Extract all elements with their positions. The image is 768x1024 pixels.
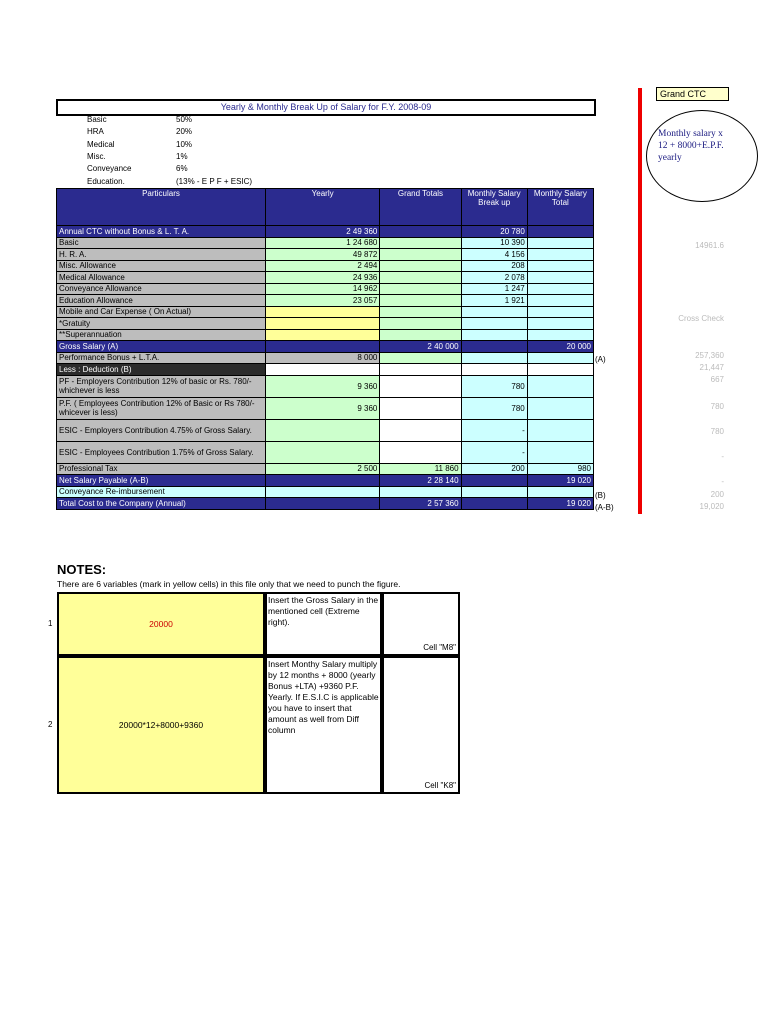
table-cell: **Superannuation: [57, 329, 266, 341]
right-value: 257,360: [695, 351, 724, 360]
pct-value: 20%: [176, 127, 193, 137]
notes-heading: NOTES:: [57, 562, 107, 577]
table-cell: [527, 260, 593, 272]
table-row: [57, 249, 594, 261]
pct-label: Misc.: [87, 151, 106, 161]
table-cell: 2 40 000: [380, 341, 461, 353]
pct-label: Conveyance: [87, 164, 132, 174]
table-cell: 19 020: [527, 498, 593, 510]
red-divider: [638, 88, 642, 514]
pct-label: HRA: [87, 127, 104, 137]
table-row: [57, 295, 594, 307]
table-cell: [380, 306, 461, 318]
table-cell: Medical Allowance: [57, 272, 266, 284]
pct-value: 10%: [176, 139, 193, 149]
table-cell: 2 49 360: [265, 226, 379, 238]
column-header: Particulars: [57, 189, 266, 226]
table-cell: 20 000: [527, 341, 593, 353]
table-cell: [380, 375, 461, 397]
table-row: [57, 463, 594, 475]
table-cell: [265, 419, 379, 441]
table-cell: [380, 441, 461, 463]
right-value: 200: [710, 490, 724, 499]
table-cell: [461, 352, 527, 364]
note-cell-ref: Cell "M8": [382, 592, 460, 656]
table-cell: [380, 419, 461, 441]
table-cell: [461, 341, 527, 353]
note-description: Insert Monthy Salary multiply by 12 months + 8000 (yearly Bonus +LTA) +9360 P.F. Yearly. If E.S.I.C is applicable you have to insert that amount as well from Diff column: [265, 656, 382, 794]
table-cell: 980: [527, 463, 593, 475]
table-cell: [265, 498, 379, 510]
table-cell: 2 500: [265, 463, 379, 475]
table-cell: [527, 486, 593, 498]
table-cell: [461, 486, 527, 498]
pct-value: 1%: [176, 151, 188, 161]
table-row: [57, 318, 594, 330]
table-row: [57, 375, 594, 397]
table-cell: [527, 283, 593, 295]
table-cell: 14 962: [265, 283, 379, 295]
table-cell: [527, 329, 593, 341]
table-cell: 11 860: [380, 463, 461, 475]
pct-value: (13% - E P F + ESIC): [176, 176, 253, 186]
pct-label: Basic: [87, 115, 107, 124]
table-cell: ESIC - Employers Contribution 4.75% of Gross Salary.: [57, 419, 266, 441]
table-cell: [461, 306, 527, 318]
table-row: [57, 364, 594, 376]
table-row: [57, 272, 594, 284]
table-cell: 200: [461, 463, 527, 475]
table-cell: 780: [461, 375, 527, 397]
cross-check-label: Cross Check: [678, 314, 724, 323]
table-cell: 8 000: [265, 352, 379, 364]
table-cell: Conveyance Re-imbursement: [57, 486, 266, 498]
table-cell: [380, 283, 461, 295]
table-cell: 208: [461, 260, 527, 272]
table-cell: [265, 306, 379, 318]
right-value: 19,020: [699, 502, 724, 511]
table-row: [57, 260, 594, 272]
table-cell: [527, 419, 593, 441]
pct-value: 50%: [176, 115, 193, 124]
table-cell: Total Cost to the Company (Annual): [57, 498, 266, 510]
row-marker: (A-B): [595, 503, 614, 512]
table-cell: [527, 295, 593, 307]
table-row: [57, 283, 594, 295]
table-cell: [461, 475, 527, 487]
table-row: [57, 226, 594, 238]
table-cell: [527, 318, 593, 330]
table-cell: 2 28 140: [380, 475, 461, 487]
table-row: [57, 486, 594, 498]
table-cell: Education Allowance: [57, 295, 266, 307]
table-cell: [265, 341, 379, 353]
table-cell: -: [461, 419, 527, 441]
table-cell: 4 156: [461, 249, 527, 261]
table-row: [57, 341, 594, 353]
right-value: -: [721, 452, 724, 461]
table-cell: [461, 318, 527, 330]
table-cell: [527, 441, 593, 463]
pct-label: Education.: [87, 176, 125, 186]
table-cell: 2 494: [265, 260, 379, 272]
page-title: Yearly & Monthly Break Up of Salary for F.Y. 2008-09: [220, 102, 432, 112]
pct-label: Medical: [87, 139, 115, 149]
table-cell: [265, 475, 379, 487]
table-row: [57, 397, 594, 419]
note-cell-ref: Cell "K8": [382, 656, 460, 794]
table-cell: P.F. ( Employees Contribution 12% of Basic or Rs 780/- whicever is less): [57, 397, 266, 419]
table-cell: -: [461, 441, 527, 463]
table-cell: Less : Deduction (B): [57, 364, 266, 376]
table-cell: 1 247: [461, 283, 527, 295]
table-cell: Misc. Allowance: [57, 260, 266, 272]
table-cell: H. R. A.: [57, 249, 266, 261]
note-value-cell: 20000: [57, 592, 265, 656]
column-header: Yearly: [265, 189, 379, 226]
table-cell: PF - Employers Contribution 12% of basic or Rs. 780/- whichever is less: [57, 375, 266, 397]
right-value: 667: [710, 375, 724, 384]
table-cell: [265, 486, 379, 498]
column-header: Monthly Salary Break up: [461, 189, 527, 226]
note-number: 1: [48, 619, 53, 628]
right-value: 780: [710, 427, 724, 436]
table-cell: 2 57 360: [380, 498, 461, 510]
pct-value: 6%: [176, 164, 188, 174]
notes-intro: There are 6 variables (mark in yellow cells) in this file only that we need to punch the figure.: [57, 579, 401, 589]
table-cell: [461, 498, 527, 510]
table-cell: [380, 397, 461, 419]
table-cell: [380, 272, 461, 284]
table-cell: 1 921: [461, 295, 527, 307]
table-cell: [527, 249, 593, 261]
table-cell: [527, 306, 593, 318]
table-cell: [380, 352, 461, 364]
table-cell: [527, 272, 593, 284]
table-cell: [461, 329, 527, 341]
table-cell: [461, 364, 527, 376]
table-cell: Basic: [57, 237, 266, 249]
table-cell: 1 24 680: [265, 237, 379, 249]
table-cell: ESIC - Employees Contribution 1.75% of Gross Salary.: [57, 441, 266, 463]
note-number: 2: [48, 720, 53, 729]
table-cell: [265, 441, 379, 463]
note-value-cell: 20000*12+8000+9360: [57, 656, 265, 794]
table-cell: [527, 237, 593, 249]
note-description: Insert the Gross Salary in the mentioned cell (Extreme right).: [265, 592, 382, 656]
table-row: [57, 329, 594, 341]
table-cell: [380, 318, 461, 330]
table-cell: 2 078: [461, 272, 527, 284]
table-row: [57, 306, 594, 318]
table-cell: 19 020: [527, 475, 593, 487]
title-bar: [56, 99, 596, 116]
table-cell: 780: [461, 397, 527, 419]
table-cell: [380, 295, 461, 307]
table-cell: [265, 329, 379, 341]
right-value: 780: [710, 402, 724, 411]
table-cell: Annual CTC without Bonus & L. T. A.: [57, 226, 266, 238]
table-cell: Gross Salary (A): [57, 341, 266, 353]
table-row: [57, 419, 594, 441]
table-cell: 10 390: [461, 237, 527, 249]
table-row: [57, 498, 594, 510]
table-cell: Performance Bonus + L.T.A.: [57, 352, 266, 364]
table-cell: Net Salary Payable (A-B): [57, 475, 266, 487]
table-cell: Professional Tax: [57, 463, 266, 475]
table-cell: 23 057: [265, 295, 379, 307]
salary-table: [56, 188, 594, 510]
table-cell: Mobile and Car Expense ( On Actual): [57, 306, 266, 318]
table-cell: [527, 226, 593, 238]
table-cell: 24 936: [265, 272, 379, 284]
table-cell: 20 780: [461, 226, 527, 238]
table-row: [57, 475, 594, 487]
table-cell: [527, 397, 593, 419]
table-row: [57, 237, 594, 249]
table-cell: 49 872: [265, 249, 379, 261]
table-cell: [265, 364, 379, 376]
table-cell: 9 360: [265, 375, 379, 397]
table-cell: [380, 486, 461, 498]
table-cell: [380, 329, 461, 341]
grand-ctc-label: Grand CTC: [656, 87, 729, 101]
right-value: 14961.6: [695, 241, 724, 250]
table-cell: [527, 364, 593, 376]
table-cell: [527, 352, 593, 364]
bubble-text: Monthly salary x 12 + 8000+E.P.F. yearly: [658, 129, 724, 163]
table-cell: [380, 237, 461, 249]
table-cell: Conveyance Allowance: [57, 283, 266, 295]
table-row: [57, 441, 594, 463]
table-cell: [527, 375, 593, 397]
column-header: Grand Totals: [380, 189, 461, 226]
right-value: 21,447: [699, 363, 724, 372]
table-cell: [380, 364, 461, 376]
table-cell: [265, 318, 379, 330]
column-header: Monthly Salary Total: [527, 189, 593, 226]
table-cell: *Gratuity: [57, 318, 266, 330]
table-cell: [380, 226, 461, 238]
row-marker: (B): [595, 491, 606, 500]
table-cell: 9 360: [265, 397, 379, 419]
right-value: -: [721, 477, 724, 486]
table-row: [57, 352, 594, 364]
table-cell: [380, 260, 461, 272]
row-marker: (A): [595, 355, 606, 364]
table-cell: [380, 249, 461, 261]
header-row: [57, 189, 594, 226]
